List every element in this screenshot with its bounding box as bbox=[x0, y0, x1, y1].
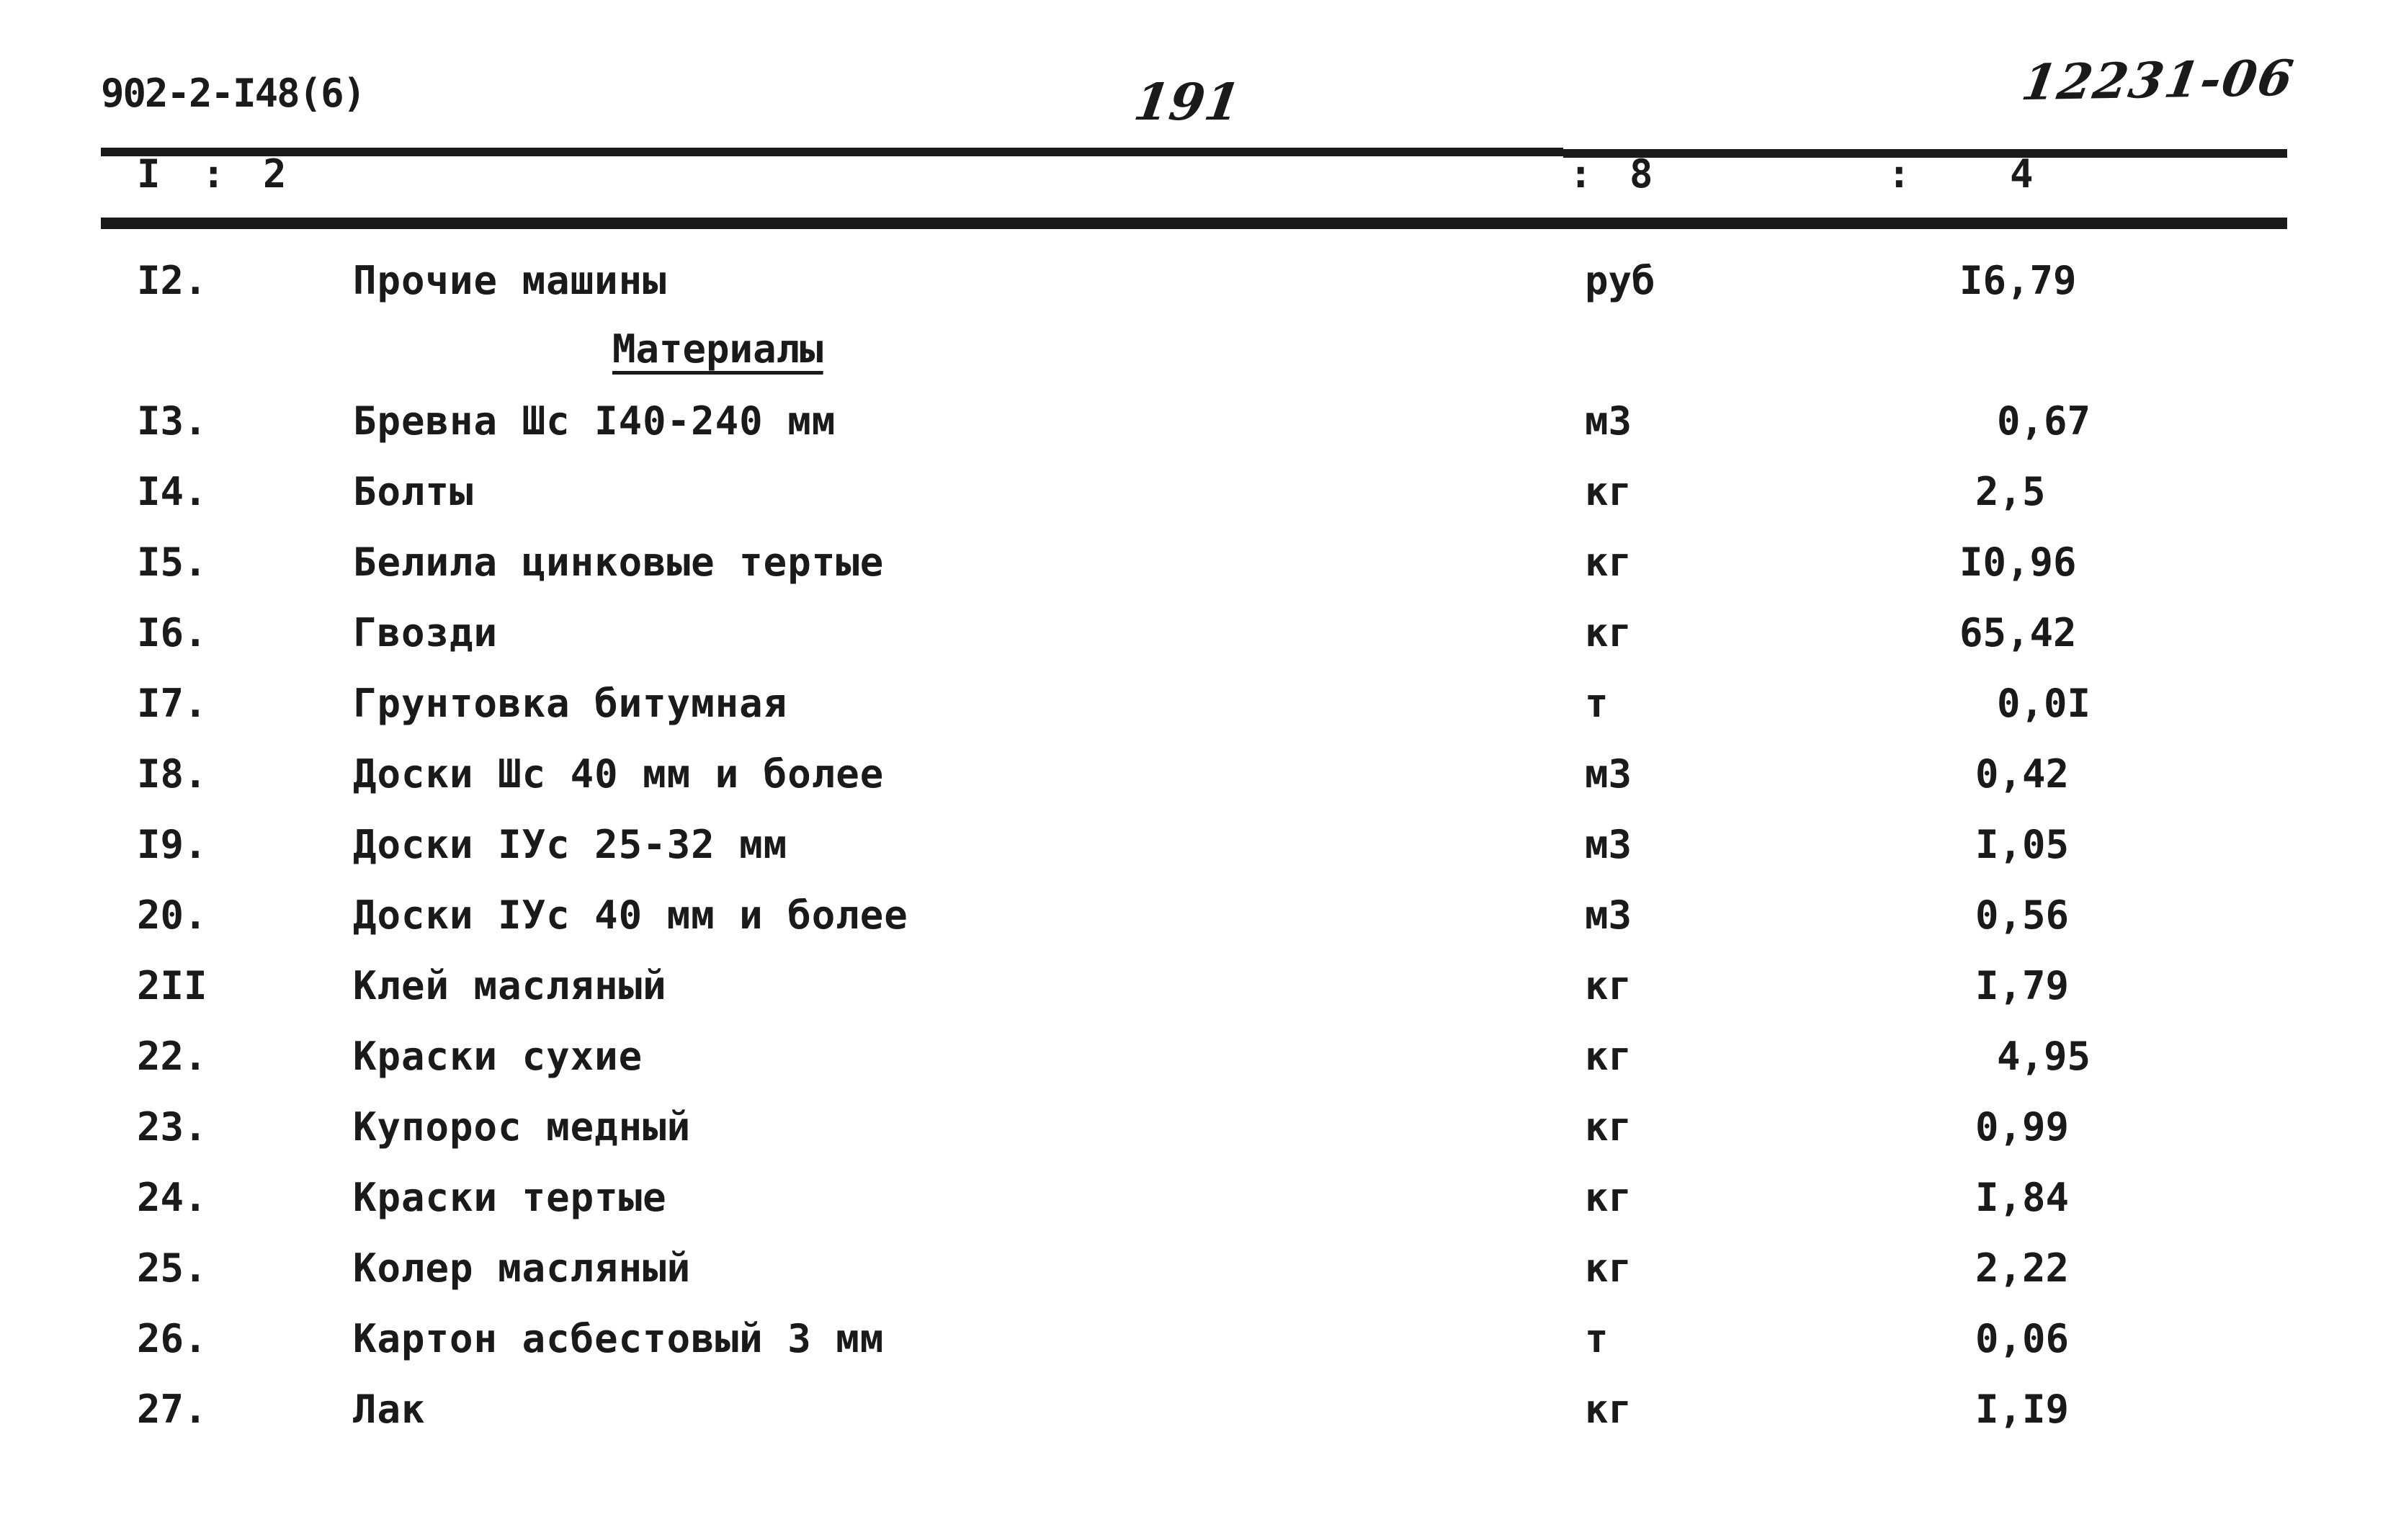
document-code: 902-2-I48(6) bbox=[101, 71, 365, 116]
row-name: Лак bbox=[353, 1387, 426, 1432]
row-value: 4,95 bbox=[1997, 1034, 2091, 1079]
row-unit: кг bbox=[1585, 1175, 1632, 1220]
row-unit: м3 bbox=[1585, 751, 1632, 797]
table-row bbox=[0, 601, 2383, 666]
row-number: I7. bbox=[137, 681, 207, 726]
row-name: Грунтовка битумная bbox=[353, 681, 788, 726]
row-unit: кг bbox=[1585, 963, 1632, 1008]
row-value: 0,99 bbox=[1975, 1104, 2070, 1150]
row-value: I0,96 bbox=[1959, 540, 2077, 585]
row-number: 27. bbox=[137, 1387, 207, 1432]
row-unit: кг bbox=[1585, 469, 1632, 514]
row-number: I8. bbox=[137, 751, 207, 797]
row-name: Гвозди bbox=[353, 610, 498, 655]
row-unit: руб bbox=[1585, 258, 1655, 303]
row-value: 65,42 bbox=[1959, 610, 2077, 655]
table-row bbox=[0, 812, 2383, 877]
row-number: I9. bbox=[137, 822, 207, 867]
table-row bbox=[0, 389, 2383, 454]
row-value: 0,67 bbox=[1997, 398, 2091, 444]
row-value: I6,79 bbox=[1959, 258, 2077, 303]
column-separator-1: : bbox=[202, 151, 225, 197]
row-unit: кг bbox=[1585, 540, 1632, 585]
column-header-4: 4 bbox=[2010, 151, 2034, 197]
row-name: Доски Шс 40 мм и более bbox=[353, 751, 885, 797]
row-value: I,05 bbox=[1975, 822, 2070, 867]
table-row bbox=[0, 530, 2383, 595]
table-row bbox=[0, 671, 2383, 736]
row-unit: кг bbox=[1585, 1245, 1632, 1291]
row-name: Прочие машины bbox=[353, 258, 667, 303]
row-name: Картон асбестовый 3 мм bbox=[353, 1316, 885, 1361]
table-row bbox=[0, 954, 2383, 1019]
row-number: 24. bbox=[137, 1175, 207, 1220]
table-row bbox=[0, 1165, 2383, 1230]
table-row bbox=[0, 1236, 2383, 1301]
row-unit: кг bbox=[1585, 1104, 1632, 1150]
sheet-code: 12231-06 bbox=[2018, 49, 2299, 112]
row-unit: т bbox=[1585, 1316, 1609, 1361]
row-name: Доски IУс 40 мм и более bbox=[353, 892, 908, 938]
row-name: Краски тертые bbox=[353, 1175, 667, 1220]
row-number: I6. bbox=[137, 610, 207, 655]
row-unit: м3 bbox=[1585, 892, 1632, 938]
row-name: Купорос медный bbox=[353, 1104, 692, 1150]
column-separator-3: : bbox=[1569, 151, 1593, 197]
table-row bbox=[0, 1095, 2383, 1160]
table-row bbox=[0, 249, 2383, 313]
row-number: 2II bbox=[137, 963, 207, 1008]
row-value: I,84 bbox=[1975, 1175, 2070, 1220]
row-number: 23. bbox=[137, 1104, 207, 1150]
row-unit: кг bbox=[1585, 610, 1632, 655]
row-number: I4. bbox=[137, 469, 207, 514]
row-unit: м3 bbox=[1585, 822, 1632, 867]
row-value: I,79 bbox=[1975, 963, 2070, 1008]
row-value: 2,5 bbox=[1975, 469, 2046, 514]
row-name: Краски сухие bbox=[353, 1034, 643, 1079]
column-header-1: I bbox=[137, 151, 161, 197]
row-name: Доски IУс 25-32 мм bbox=[353, 822, 788, 867]
row-number: 22. bbox=[137, 1034, 207, 1079]
page-number: 191 bbox=[1130, 72, 1244, 132]
column-header-2: 2 bbox=[263, 151, 287, 197]
table-row bbox=[0, 1024, 2383, 1089]
row-unit: кг bbox=[1585, 1387, 1632, 1432]
top-rule-left bbox=[101, 148, 1563, 156]
row-number: 26. bbox=[137, 1316, 207, 1361]
row-name: Болты bbox=[353, 469, 474, 514]
row-unit: кг bbox=[1585, 1034, 1632, 1079]
table-row bbox=[0, 883, 2383, 948]
column-header-3: 8 bbox=[1629, 151, 1653, 197]
row-value: I,I9 bbox=[1975, 1387, 2070, 1432]
row-value: 0,06 bbox=[1975, 1316, 2070, 1361]
column-separator-4: : bbox=[1887, 151, 1911, 197]
row-number: I2. bbox=[137, 258, 207, 303]
table-row bbox=[0, 742, 2383, 807]
row-name: Клей масляный bbox=[353, 963, 667, 1008]
row-number: I3. bbox=[137, 398, 207, 444]
row-unit: т bbox=[1585, 681, 1609, 726]
row-number: 20. bbox=[137, 892, 207, 938]
table-row bbox=[0, 1377, 2383, 1442]
row-value: 2,22 bbox=[1975, 1245, 2070, 1291]
row-name: Белила цинковые тертые bbox=[353, 540, 885, 585]
top-rule-right bbox=[1563, 149, 2287, 158]
table-row bbox=[0, 1307, 2383, 1371]
row-value: 0,0I bbox=[1997, 681, 2091, 726]
row-name: Бревна Шс I40-240 мм bbox=[353, 398, 836, 444]
row-name: Колер масляный bbox=[353, 1245, 692, 1291]
table-row bbox=[0, 460, 2383, 524]
header-bottom-rule bbox=[101, 218, 2287, 229]
row-value: 0,56 bbox=[1975, 892, 2070, 938]
row-unit: м3 bbox=[1585, 398, 1632, 444]
row-number: 25. bbox=[137, 1245, 207, 1291]
section-title: Материалы bbox=[612, 326, 823, 372]
row-value: 0,42 bbox=[1975, 751, 2070, 797]
row-number: I5. bbox=[137, 540, 207, 585]
